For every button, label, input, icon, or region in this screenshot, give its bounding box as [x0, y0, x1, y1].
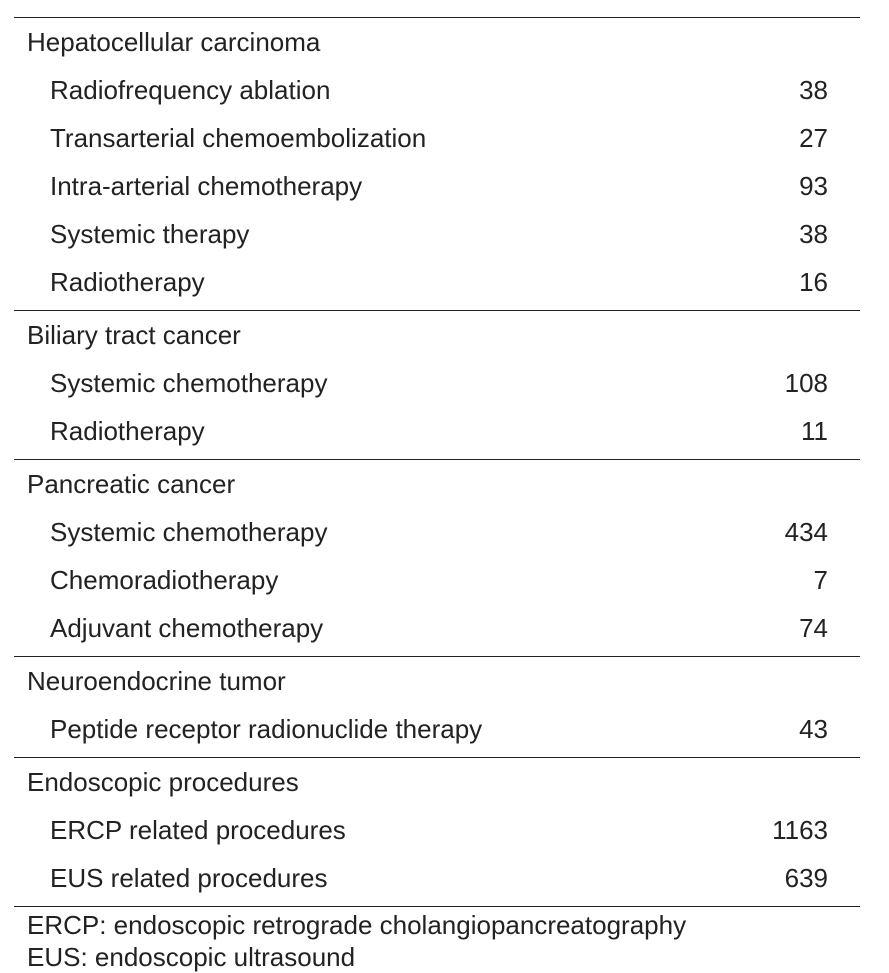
category-label: Pancreatic cancer: [27, 469, 236, 499]
category-label: Hepatocellular carcinoma: [27, 27, 321, 57]
procedure-label: Radiotherapy: [50, 416, 205, 446]
category-row: [14, 758, 860, 806]
procedure-count: 38: [799, 219, 828, 249]
procedure-count: 11: [801, 416, 828, 446]
section-biliary-tract-cancer: [14, 310, 860, 459]
procedure-label: Radiofrequency ablation: [50, 75, 331, 105]
procedure-count: 1163: [772, 815, 828, 845]
table-row: [14, 806, 860, 854]
procedure-label: Adjuvant chemotherapy: [50, 613, 324, 643]
table-row: [14, 162, 860, 210]
table-row: [14, 114, 860, 162]
procedure-label: Systemic chemotherapy: [50, 368, 328, 398]
procedure-count: 16: [799, 267, 828, 297]
table-row: [14, 556, 860, 604]
procedure-label: ERCP related procedures: [50, 815, 346, 845]
section-pancreatic-cancer: [14, 459, 860, 656]
category-row: [14, 18, 860, 66]
procedure-count: 639: [784, 863, 828, 893]
section-endoscopic-procedures: [14, 757, 860, 906]
table-row: [14, 407, 860, 455]
category-row: [14, 657, 860, 705]
procedure-count: 434: [784, 517, 828, 547]
procedure-label: Systemic therapy: [50, 219, 250, 249]
category-row: [14, 311, 860, 359]
procedure-label: Transarterial chemoembolization: [50, 123, 427, 153]
table-row: [14, 705, 860, 753]
procedure-label: EUS related procedures: [50, 863, 328, 893]
footnote-eus: EUS: endoscopic ultrasound: [27, 942, 356, 972]
procedure-count: 38: [799, 75, 828, 105]
table-row: [14, 854, 860, 902]
procedure-label: Intra-arterial chemotherapy: [50, 171, 363, 201]
procedure-count: 43: [799, 714, 828, 744]
procedure-label: Systemic chemotherapy: [50, 517, 328, 547]
category-label: Endoscopic procedures: [27, 767, 299, 797]
procedure-label: Chemoradiotherapy: [50, 565, 279, 595]
procedure-label: Radiotherapy: [50, 267, 205, 297]
section-neuroendocrine-tumor: [14, 656, 860, 757]
table-row: [14, 66, 860, 114]
table-row: [14, 359, 860, 407]
procedure-count: 108: [784, 368, 828, 398]
category-row: [14, 460, 860, 508]
section-hepatocellular-carcinoma: [14, 17, 860, 310]
procedure-label: Peptide receptor radionuclide therapy: [50, 714, 483, 744]
procedure-count: 93: [799, 171, 828, 201]
category-label: Neuroendocrine tumor: [27, 666, 286, 696]
table-footnotes: [14, 906, 860, 973]
table-row: [14, 258, 860, 306]
category-label: Biliary tract cancer: [27, 320, 241, 350]
footnote-ercp: ERCP: endoscopic retrograde cholangiopancreatography: [27, 910, 687, 940]
table-row: [14, 604, 860, 652]
procedure-count: 74: [799, 613, 828, 643]
procedure-count: 7: [813, 565, 828, 595]
procedures-table: [14, 17, 860, 973]
table-row: [14, 210, 860, 258]
procedure-count: 27: [799, 123, 828, 153]
table-row: [14, 508, 860, 556]
